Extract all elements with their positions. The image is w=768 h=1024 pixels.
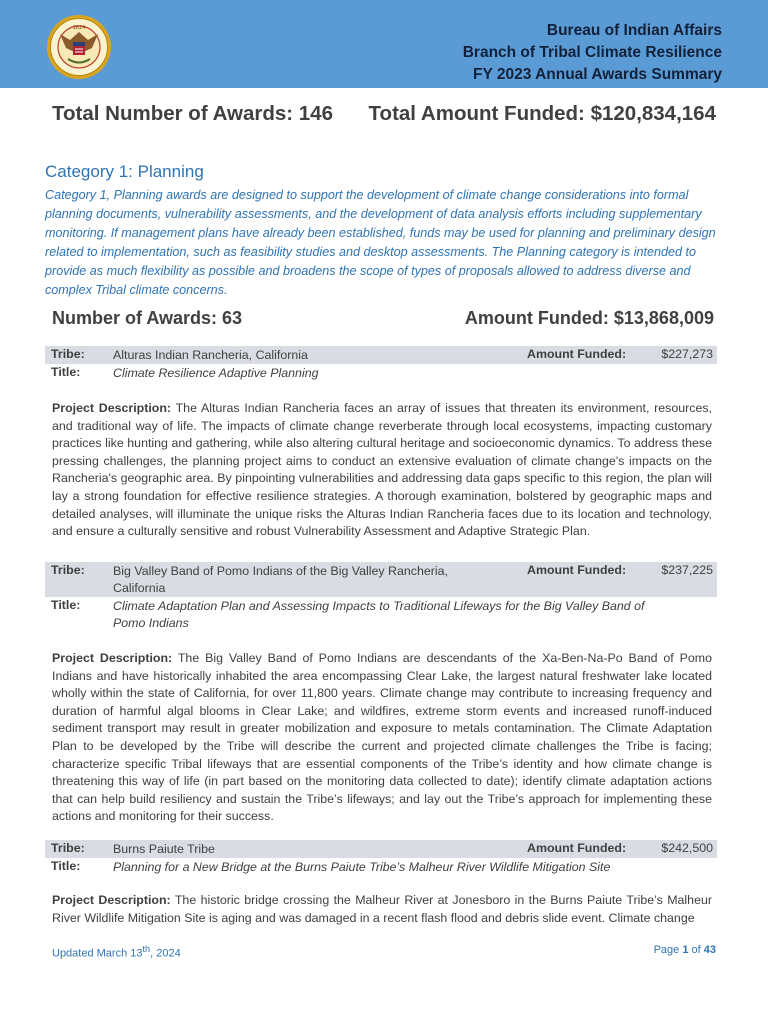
award-amount: $242,500	[661, 841, 713, 855]
category-awards-count: Number of Awards: 63	[52, 308, 243, 328]
totals-summary	[52, 102, 716, 132]
category-amount-funded: Amount Funded: $13,868,009	[464, 308, 714, 328]
svg-text:1824: 1824	[72, 25, 86, 31]
tribe-label: Tribe:	[51, 563, 85, 577]
award-title-row	[45, 364, 717, 382]
updated-date: Updated March 13th, 2024	[52, 944, 181, 960]
tribe-label: Tribe:	[51, 347, 85, 361]
title-label: Title:	[51, 598, 81, 612]
amount-funded-label: Amount Funded:	[527, 347, 627, 361]
award-title-row	[45, 858, 717, 876]
project-description-label: Project Description:	[52, 401, 172, 415]
header-report-title: FY 2023 Annual Awards Summary	[473, 66, 722, 83]
award-description	[52, 892, 712, 928]
bia-seal-icon	[46, 14, 112, 80]
total-awards: Total Number of Awards: 146	[52, 102, 333, 125]
award-tribe-row	[45, 562, 717, 597]
project-description-label: Project Description:	[52, 893, 171, 907]
category-description: Category 1, Planning awards are designed to support the development of climate change considerations into formal planning documents, vulnerability assessments, and the development of data analysis efforts including supplementary monitoring. If management plans have already been established, funds may be used for planning and preliminary design related to implementation, such as feasibility studies and desktop assessments. The Planning category is intended to provide as much flexibility as possible and broadens the scope of types of proposals allowed to address diverse and complex Tribal climate concerns.	[45, 188, 716, 297]
amount-funded-label: Amount Funded:	[527, 563, 627, 577]
project-description-label: Project Description:	[52, 651, 173, 665]
award-title: Climate Adaptation Plan and Assessing Impacts to Traditional Lifeways for the Big Valley Band of Pomo Indians	[113, 599, 645, 630]
header-branch: Branch of Tribal Climate Resilience	[462, 44, 722, 61]
award-entry	[45, 840, 717, 876]
award-title-row	[45, 597, 717, 633]
award-description	[52, 400, 712, 541]
award-amount: $237,225	[661, 563, 713, 577]
current-page: 1	[682, 944, 689, 956]
total-pages: 43	[703, 944, 716, 956]
category-stats	[52, 308, 714, 336]
award-tribe-row	[45, 346, 717, 364]
award-title: Planning for a New Bridge at the Burns Paiute Tribe’s Malheur River Wildlife Mitigation Site	[113, 860, 611, 874]
award-description-text: The historic bridge crossing the Malheur River at Jonesboro in the Burns Paiute Tribe’s Malheur River Wildlife Mitigation Site is aging and was damaged in a recent flash flood and debris slide event. Climate change	[52, 893, 712, 925]
page-header	[0, 0, 768, 88]
header-title-block	[463, 20, 722, 86]
award-description-text: The Big Valley Band of Pomo Indians are descendants of the Xa-Ben-Na-Po Band of Pomo Indians and have historically inhabited the area encompassing Clear Lake, the largest natural freshwater lake located wholly within the state of California, for over 11,800 years. Climate change may contribute to increasing frequency and duration of harmful algal blooms in Clear Lake; and wildfires, extreme storm events and increased runoff-induced sediment transport may result in greater mobilization and exposure to metals contamination. The Climate Adaptation Plan to be developed by the Tribe will describe the current and projected climate challenges the Tribe is facing; characterize specific Tribal lifeways that are essential components of the Tribe’s identity and how climate change is threatening this way of life (in part based on the monitoring data collected to date); identify climate adaptation actions that can help build resiliency and sustain the Tribe’s lifeways; and lay out the Tribe’s approach for implementing these actions and monitoring for their success.	[52, 651, 712, 824]
award-title: Climate Resilience Adaptive Planning	[113, 366, 319, 380]
award-tribe: Alturas Indian Rancheria, California	[113, 348, 308, 362]
amount-funded-label: Amount Funded:	[527, 841, 627, 855]
award-entry	[45, 562, 717, 633]
award-tribe: Burns Paiute Tribe	[113, 842, 215, 856]
award-entry	[45, 346, 717, 382]
total-funded: Total Amount Funded: $120,834,164	[368, 102, 716, 125]
award-description	[52, 650, 712, 826]
award-description-text: The Alturas Indian Rancheria faces an array of issues that threaten its environment, resources, and traditional way of life. The impacts of climate change reverberate through local ecosystems, impacting customary practices like hunting and gathering, while also altering cultural heritage and socioeconomic dynamics. To address these pressing challenges, the planning project aims to conduct an extensive evaluation of climate change's impacts on the Rancheria's geographic area. By pinpointing vulnerabilities and addressing data gaps specific to this region, the plan will lay a strong foundation for effective resilience strategies. A thorough examination, bolstered by geographic maps and detailed analyses, will illuminate the unique risks the Alturas Indian Rancheria faces due to its location and technology, and ensure a culturally sensitive and robust Vulnerability Assessment and Adaptive Strategic Plan.	[52, 401, 712, 539]
award-tribe: Big Valley Band of Pomo Indians of the Big Valley Rancheria, California	[113, 564, 448, 595]
award-tribe-row	[45, 840, 717, 858]
tribe-label: Tribe:	[51, 841, 85, 855]
category-title: Category 1: Planning	[45, 162, 204, 181]
header-agency: Bureau of Indian Affairs	[546, 22, 722, 39]
title-label: Title:	[51, 365, 81, 379]
page-number: Page 1 of 43	[653, 944, 716, 956]
title-label: Title:	[51, 859, 81, 873]
award-amount: $227,273	[661, 347, 713, 361]
